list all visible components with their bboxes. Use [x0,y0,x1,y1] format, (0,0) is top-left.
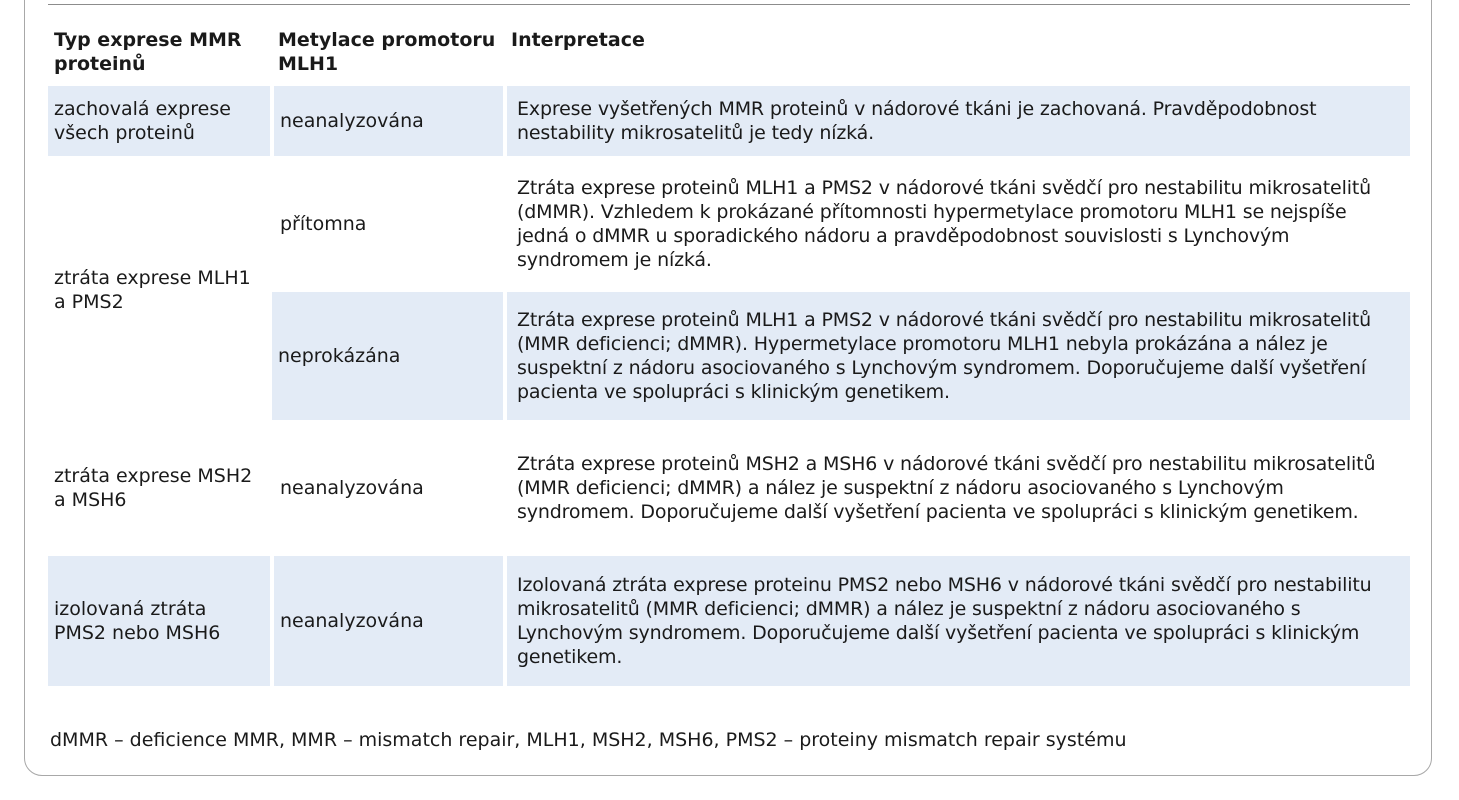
cell-typ: ztráta exprese MLH1 a PMS2 [48,158,272,422]
table-row [48,554,1410,686]
cell-typ: zachovalá exprese všech proteinů [48,84,272,158]
header-metylace: Metylace promotoru MLH1 [278,29,496,75]
cell-interpretace: Exprese vyšetřených MMR proteinů v nádorové tkáni je zachovaná. Pravděpodobnost nestability mikrosatelitů je tedy nízká. [505,84,1410,158]
cell-interpretace: Ztráta exprese proteinů MLH1 a PMS2 v nádorové tkáni svědčí pro nestabilitu mikrosatelitů (dMMR). Vzhledem k prokázané přítomnosti hypermetylace promotoru MLH1 se nejspíše jedná o dMMR u sporadického nádoru a pravděpodobnost souvislosti s Lynchovým syndromem je nízká. [505,158,1410,290]
table-footnote: dMMR – deficience MMR, MMR – mismatch repair, MLH1, MSH2, MSH6, PMS2 – proteiny mismatch repair systému [50,729,1127,751]
cell-typ: izolovaná ztráta PMS2 nebo MSH6 [48,554,272,686]
cell-typ: ztráta exprese MSH2 a MSH6 [48,422,272,554]
cell-metylace: neprokázána [272,290,505,422]
table-row [48,158,1410,290]
cell-metylace: neanalyzována [272,554,505,686]
cell-interpretace: Ztráta exprese proteinů MSH2 a MSH6 v nádorové tkáni svědčí pro nestabilitu mikrosatelitů (MMR deficienci; dMMR) a nález je suspektní z nádoru asociovaného s Lynchovým syndromem. Doporučujeme další vyšetření pacienta ve spolupráci s klinickým genetikem. [505,422,1410,554]
cell-interpretace: Izolovaná ztráta exprese proteinu PMS2 nebo MSH6 v nádorové tkáni svědčí pro nestabilitu mikrosatelitů (MMR deficienci; dMMR) a nález je suspektní z nádoru asociovaného s Lynchovým syndromem. Doporučujeme další vyšetření pacienta ve spolupráci s klinickým genetikem. [505,554,1410,686]
header-typ-exprese: Typ exprese MMR proteinů [54,29,242,75]
table-row [48,84,1410,158]
table-header-row [48,22,1410,84]
cell-interpretace: Ztráta exprese proteinů MLH1 a PMS2 v nádorové tkáni svědčí pro nestabilitu mikrosatelitů (MMR deficienci; dMMR). Hypermetylace promotoru MLH1 nebyla prokázána a nález je suspektní z nádoru asociovaného s Lynchovým syndromem. Doporučujeme další vyšetření pacienta ve spolupráci s klinickým genetikem. [505,290,1410,422]
cell-metylace: neanalyzována [272,84,505,158]
mmr-interpretation-table [48,22,1410,686]
cell-metylace: přítomna [272,158,505,290]
top-rule [48,4,1410,5]
table-row [48,422,1410,554]
header-interpretace: Interpretace [511,29,645,51]
cell-metylace: neanalyzována [272,422,505,554]
